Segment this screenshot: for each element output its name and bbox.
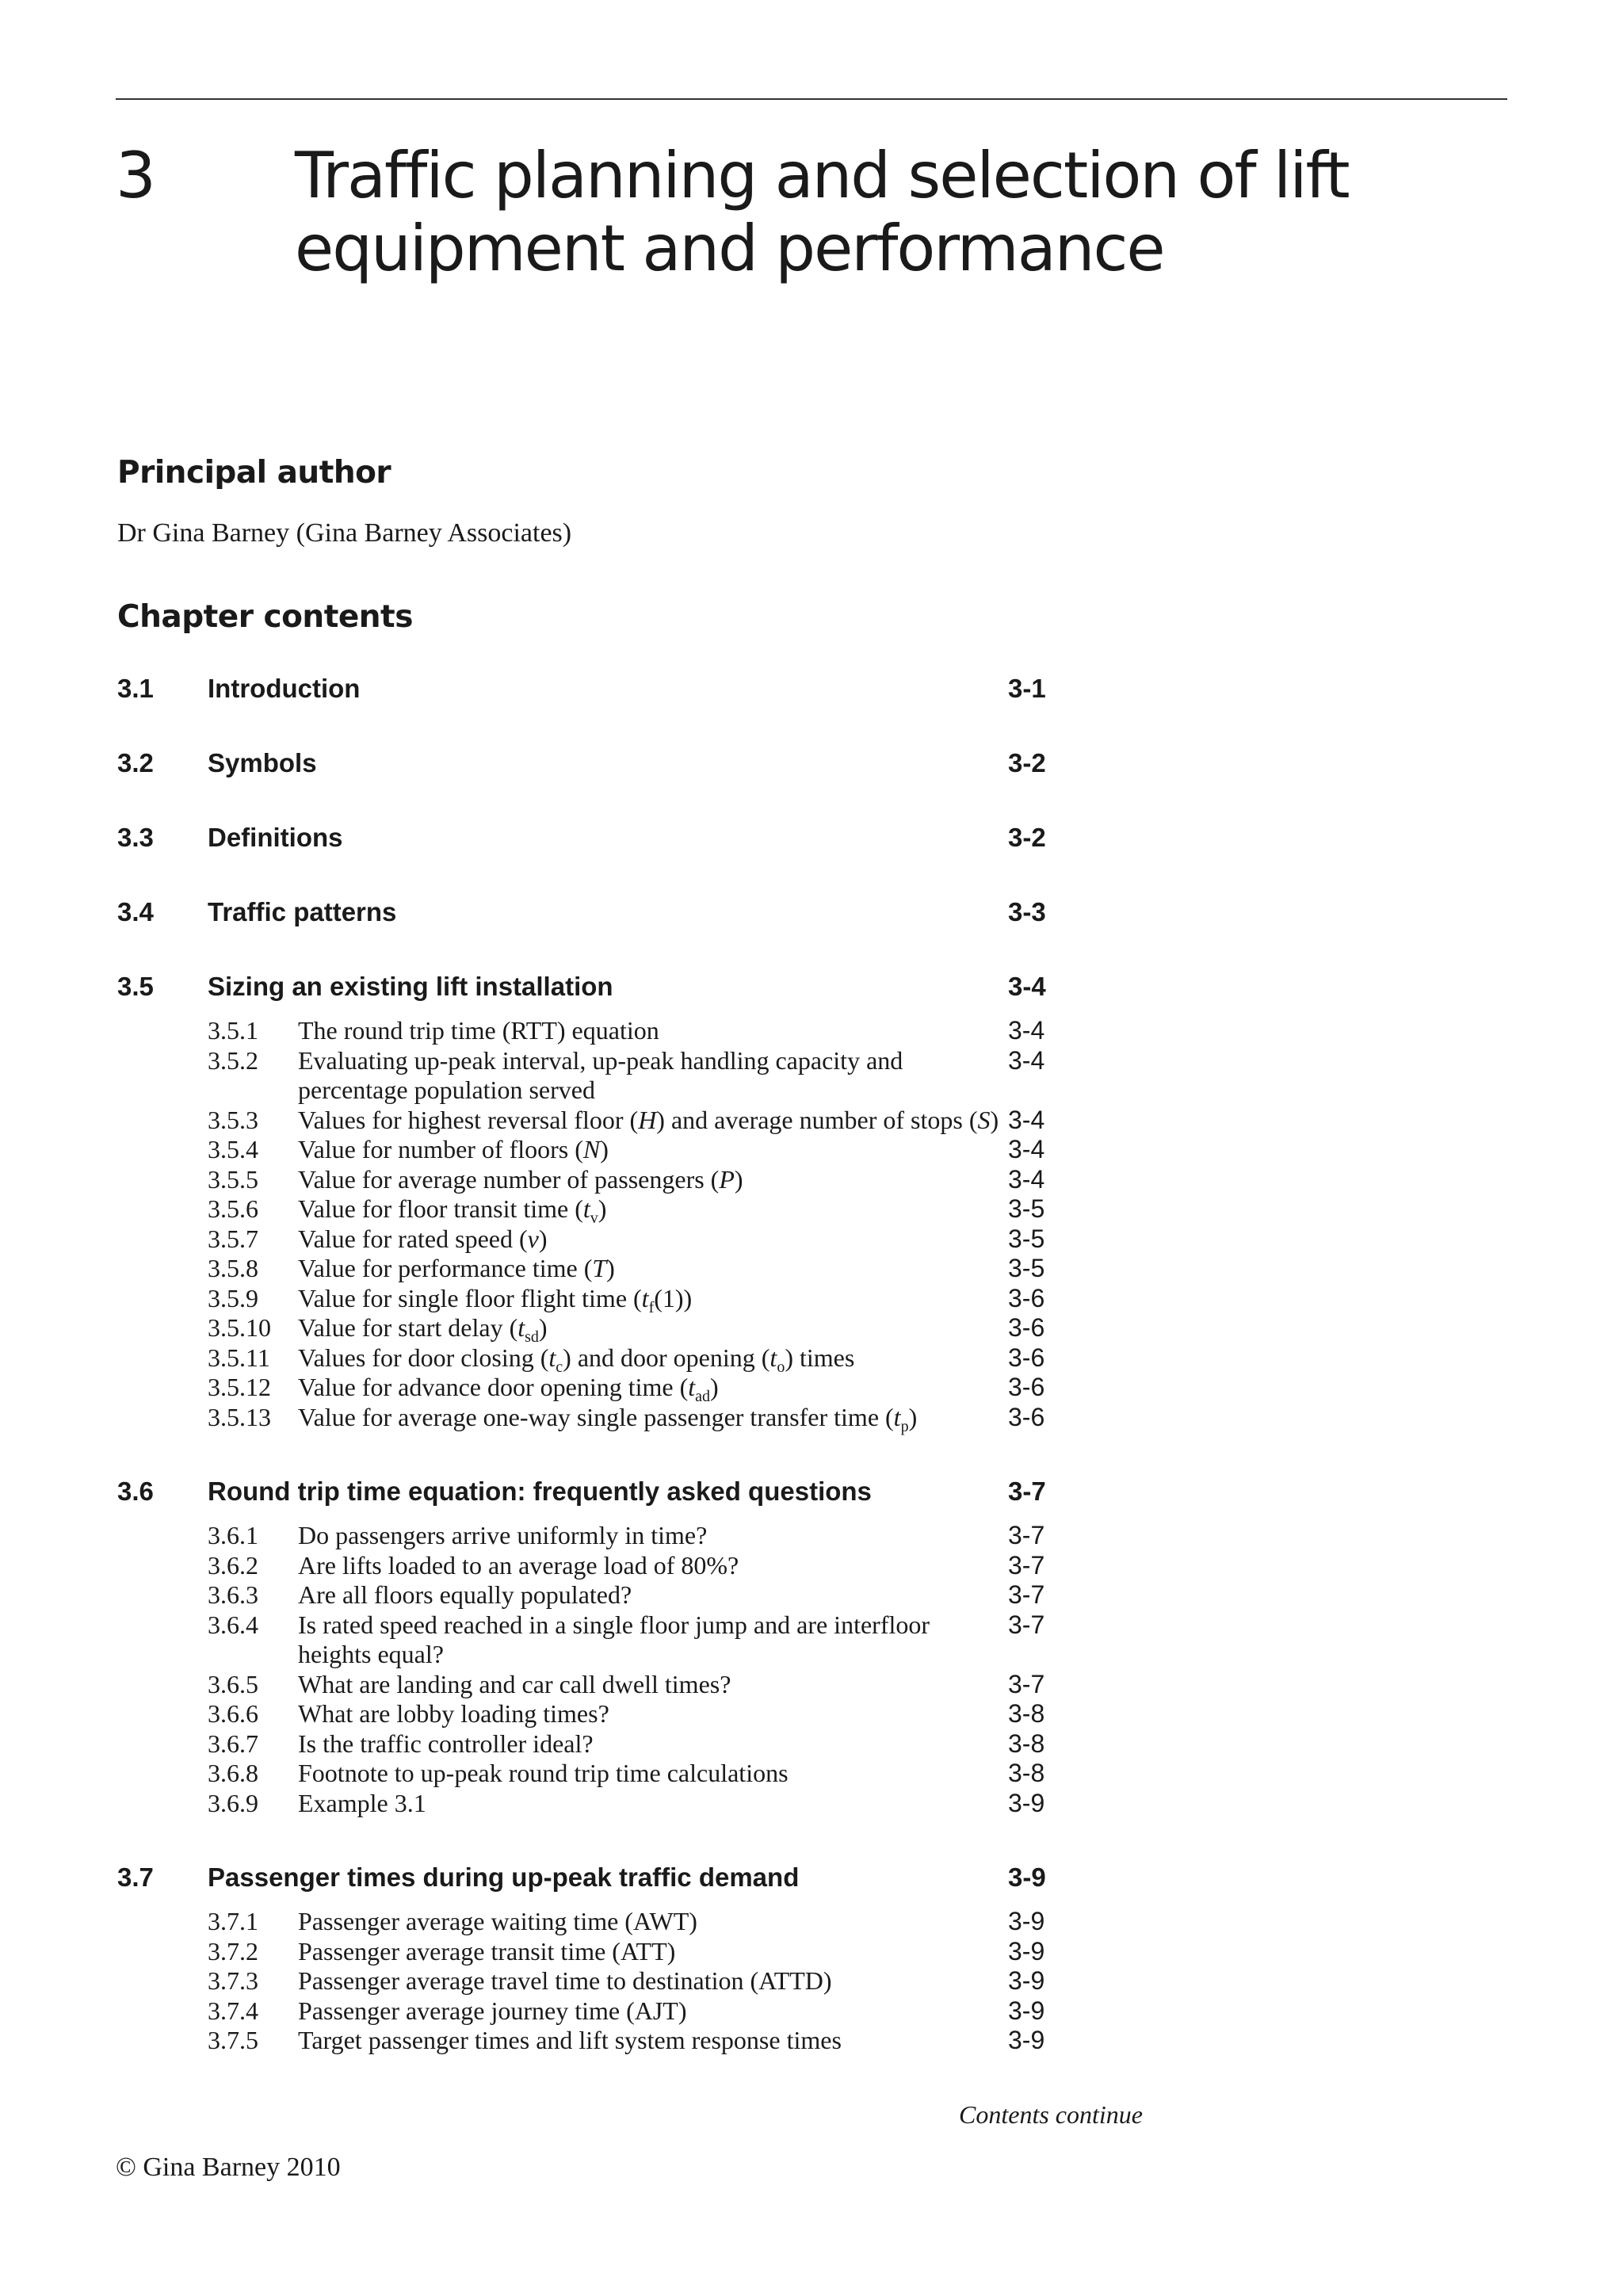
toc-subsection-list <box>117 1016 1148 1435</box>
toc-subsection-title: Evaluating up-peak interval, up-peak handling capacity and percentage population served <box>298 1045 903 1104</box>
toc-subsection-3-5-9[interactable] <box>117 1284 1148 1314</box>
toc-subsection-page: 3-7 <box>1008 1521 1045 1549</box>
toc-section-page: 3-7 <box>1008 1477 1046 1506</box>
toc-section-number: 3.6 <box>117 1477 154 1506</box>
toc-section-page: 3-1 <box>1008 674 1046 703</box>
toc-subsection-number: 3.6.5 <box>208 1669 258 1698</box>
toc-subsection-page: 3-6 <box>1008 1283 1045 1312</box>
toc-section-3-4[interactable] <box>117 897 1148 927</box>
toc-subsection-title: Value for average number of passengers (P) <box>298 1164 743 1194</box>
toc-section-number: 3.7 <box>117 1862 154 1892</box>
toc-subsection-3-7-3[interactable] <box>117 1966 1148 1996</box>
toc-section-number: 3.5 <box>117 972 154 1001</box>
toc-section-3-2[interactable] <box>117 748 1148 778</box>
toc-subsection-title: Value for floor transit time $(t_v)$ <box>298 1194 607 1227</box>
chapter-title: Traffic planning and selection of lift equipment and performance <box>295 139 1349 285</box>
toc-section-page: 3-4 <box>1008 972 1046 1001</box>
toc-spacer <box>117 704 1148 748</box>
table-of-contents <box>117 674 1148 2056</box>
toc-subsection-number: 3.6.7 <box>208 1729 258 1758</box>
toc-subsection-3-6-9[interactable] <box>117 1789 1148 1819</box>
toc-subsection-page: 3-7 <box>1008 1610 1045 1639</box>
toc-subsection-title: Value for single floor flight time $(t_f(1))$ <box>298 1283 693 1316</box>
toc-subsection-page: 3-4 <box>1008 1045 1045 1075</box>
toc-subsection-3-5-4[interactable] <box>117 1135 1148 1165</box>
toc-subsection-3-6-3[interactable] <box>117 1580 1148 1610</box>
toc-section-number: 3.2 <box>117 748 154 777</box>
toc-section-title: Sizing an existing lift installation <box>208 972 613 1001</box>
toc-subsection-title: Do passengers arrive uniformly in time? <box>298 1521 708 1549</box>
toc-subsection-page: 3-9 <box>1008 2026 1045 2054</box>
author-name: Dr Gina Barney (Gina Barney Associates) <box>117 518 572 548</box>
toc-subsection-title: Example 3.1 <box>298 1788 426 1817</box>
toc-subsection-number: 3.5.13 <box>208 1402 271 1431</box>
toc-subsection-number: 3.6.2 <box>208 1550 258 1580</box>
toc-subsection-number: 3.5.6 <box>208 1194 258 1223</box>
toc-section-title: Passenger times during up-peak traffic demand <box>208 1862 800 1892</box>
toc-section-3-7[interactable] <box>117 1862 1148 1893</box>
toc-subsection-title: Passenger average journey time (AJT) <box>298 1996 687 2025</box>
toc-subsection-3-5-7[interactable] <box>117 1224 1148 1255</box>
toc-subsection-page: 3-8 <box>1008 1759 1045 1787</box>
toc-subsection-title: What are landing and car call dwell times? <box>298 1669 731 1698</box>
toc-section-number: 3.3 <box>117 823 154 852</box>
toc-section-page: 3-2 <box>1008 748 1046 777</box>
toc-subsection-number: 3.7.4 <box>208 1996 258 2025</box>
toc-subsection-number: 3.6.1 <box>208 1521 258 1549</box>
toc-subsection-3-5-11[interactable] <box>117 1343 1148 1376</box>
toc-subsection-page: 3-8 <box>1008 1699 1045 1728</box>
toc-subsection-title: Passenger average waiting time (AWT) <box>298 1907 697 1935</box>
toc-subsection-3-5-10[interactable] <box>117 1313 1148 1346</box>
toc-subsection-number: 3.5.10 <box>208 1313 271 1342</box>
toc-subsection-number: 3.6.9 <box>208 1788 258 1817</box>
toc-section-page: 3-9 <box>1008 1862 1046 1892</box>
toc-subsection-3-5-2[interactable] <box>117 1046 1148 1106</box>
toc-section-page: 3-2 <box>1008 823 1046 852</box>
toc-section-3-3[interactable] <box>117 823 1148 853</box>
toc-subsection-list <box>117 1521 1148 1818</box>
toc-subsection-title: Passenger average travel time to destination (ATTD) <box>298 1966 832 1995</box>
toc-subsection-title: Footnote to up-peak round trip time calculations <box>298 1759 789 1787</box>
toc-subsection-3-7-2[interactable] <box>117 1937 1148 1967</box>
toc-subsection-title: Is rated speed reached in a single floor jump and are interfloor heights equal? <box>298 1610 930 1668</box>
toc-subsection-number: 3.5.5 <box>208 1164 258 1194</box>
toc-subsection-3-6-6[interactable] <box>117 1699 1148 1729</box>
toc-subsection-title: Value for rated speed (v) <box>298 1224 548 1253</box>
chapter-number: 3 <box>116 139 155 212</box>
toc-spacer <box>117 1432 1148 1477</box>
toc-subsection-page: 3-4 <box>1008 1164 1045 1194</box>
toc-subsection-title: Value for advance door opening time $(t_{ad})$ <box>298 1373 719 1405</box>
toc-subsection-number: 3.5.9 <box>208 1283 258 1312</box>
header-rule <box>116 98 1507 100</box>
toc-subsection-page: 3-4 <box>1008 1105 1045 1134</box>
toc-subsection-number: 3.5.1 <box>208 1016 258 1045</box>
toc-subsection-number: 3.7.3 <box>208 1966 258 1995</box>
copyright: © Gina Barney 2010 <box>116 2153 341 2182</box>
toc-subsection-number: 3.6.4 <box>208 1610 258 1639</box>
toc-subsection-page: 3-7 <box>1008 1550 1045 1580</box>
toc-subsection-page: 3-4 <box>1008 1135 1045 1163</box>
contents-continue-note: Contents continue <box>959 2100 1143 2129</box>
toc-subsection-3-5-13[interactable] <box>117 1403 1148 1433</box>
toc-subsection-3-7-4[interactable] <box>117 1996 1148 2027</box>
toc-subsection-title: Target passenger times and lift system response times <box>298 2026 842 2054</box>
toc-subsection-title: Are all floors equally populated? <box>298 1580 632 1609</box>
toc-subsection-page: 3-9 <box>1008 1788 1045 1817</box>
toc-subsection-page: 3-4 <box>1008 1016 1045 1045</box>
toc-subsection-3-6-4[interactable] <box>117 1610 1148 1670</box>
principal-author-heading: Principal author <box>117 455 391 491</box>
contents-heading: Chapter contents <box>117 599 413 635</box>
toc-subsection-title: Value for performance time (T) <box>298 1254 615 1282</box>
toc-subsection-number: 3.5.4 <box>208 1135 258 1163</box>
toc-spacer <box>117 927 1148 972</box>
toc-subsection-page: 3-5 <box>1008 1194 1045 1223</box>
toc-subsection-list <box>117 1907 1148 2056</box>
toc-subsection-page: 3-9 <box>1008 1966 1045 1995</box>
toc-subsection-number: 3.5.2 <box>208 1045 258 1075</box>
toc-subsection-number: 3.7.2 <box>208 1936 258 1966</box>
toc-section-page: 3-3 <box>1008 897 1046 926</box>
toc-subsection-title: Is the traffic controller ideal? <box>298 1729 594 1758</box>
toc-section-title: Symbols <box>208 748 317 777</box>
toc-subsection-title: The round trip time (RTT) equation <box>298 1016 659 1045</box>
toc-subsection-3-5-3[interactable] <box>117 1106 1148 1136</box>
toc-subsection-page: 3-9 <box>1008 1996 1045 2025</box>
toc-subsection-number: 3.5.12 <box>208 1373 271 1401</box>
toc-subsection-page: 3-8 <box>1008 1729 1045 1758</box>
toc-subsection-number: 3.6.3 <box>208 1580 258 1609</box>
toc-subsection-page: 3-6 <box>1008 1373 1045 1401</box>
toc-subsection-3-5-1[interactable] <box>117 1016 1148 1046</box>
toc-subsection-title: Are lifts loaded to an average load of 80%? <box>298 1550 739 1580</box>
toc-subsection-page: 3-7 <box>1008 1669 1045 1698</box>
toc-spacer <box>117 853 1148 897</box>
toc-section-title: Definitions <box>208 823 343 852</box>
toc-subsection-title: Value for number of floors (N) <box>298 1135 609 1163</box>
toc-subsection-page: 3-9 <box>1008 1907 1045 1935</box>
toc-subsection-3-6-5[interactable] <box>117 1670 1148 1700</box>
toc-subsection-title: Value for average one-way single passenger transfer time $(t_p)$ <box>298 1402 918 1435</box>
toc-subsection-page: 3-6 <box>1008 1402 1045 1431</box>
toc-subsection-page: 3-6 <box>1008 1343 1045 1372</box>
toc-section-title: Introduction <box>208 674 361 703</box>
toc-subsection-page: 3-7 <box>1008 1580 1045 1609</box>
toc-subsection-number: 3.6.8 <box>208 1759 258 1787</box>
toc-section-3-1[interactable] <box>117 674 1148 704</box>
toc-subsection-3-6-2[interactable] <box>117 1551 1148 1581</box>
toc-subsection-3-7-5[interactable] <box>117 2026 1148 2056</box>
toc-subsection-3-5-8[interactable] <box>117 1254 1148 1284</box>
toc-subsection-page: 3-5 <box>1008 1254 1045 1282</box>
toc-subsection-title: Values for door closing $(t_c)$ and door opening $(t_o)$ times <box>298 1343 855 1376</box>
toc-subsection-number: 3.5.7 <box>208 1224 258 1253</box>
toc-spacer <box>117 778 1148 823</box>
toc-subsection-3-6-7[interactable] <box>117 1729 1148 1759</box>
toc-subsection-number: 3.7.1 <box>208 1907 258 1935</box>
toc-subsection-number: 3.7.5 <box>208 2026 258 2054</box>
toc-subsection-number: 3.6.6 <box>208 1699 258 1728</box>
toc-subsection-page: 3-5 <box>1008 1224 1045 1253</box>
toc-section-title: Round trip time equation: frequently asked questions <box>208 1477 872 1506</box>
toc-subsection-title: Values for highest reversal floor (H) and average number of stops (S) <box>298 1105 999 1134</box>
toc-subsection-3-5-6[interactable] <box>117 1194 1148 1227</box>
toc-subsection-page: 3-6 <box>1008 1313 1045 1342</box>
toc-subsection-title: Value for start delay $(t_{sd})$ <box>298 1313 548 1346</box>
toc-section-3-5[interactable] <box>117 972 1148 1002</box>
toc-subsection-3-6-8[interactable] <box>117 1759 1148 1789</box>
toc-spacer <box>117 1818 1148 1862</box>
toc-subsection-3-6-1[interactable] <box>117 1521 1148 1551</box>
toc-subsection-3-5-12[interactable] <box>117 1373 1148 1403</box>
toc-subsection-number: 3.5.11 <box>208 1343 270 1372</box>
toc-subsection-3-5-5[interactable] <box>117 1165 1148 1195</box>
toc-subsection-number: 3.5.3 <box>208 1105 258 1134</box>
toc-subsection-number: 3.5.8 <box>208 1254 258 1282</box>
toc-subsection-title: Passenger average transit time (ATT) <box>298 1936 676 1966</box>
toc-section-3-6[interactable] <box>117 1477 1148 1507</box>
toc-subsection-3-7-1[interactable] <box>117 1907 1148 1937</box>
toc-section-number: 3.4 <box>117 897 154 926</box>
toc-section-number: 3.1 <box>117 674 154 703</box>
toc-section-title: Traffic patterns <box>208 897 397 926</box>
toc-subsection-page: 3-9 <box>1008 1936 1045 1966</box>
toc-subsection-title: What are lobby loading times? <box>298 1699 609 1728</box>
